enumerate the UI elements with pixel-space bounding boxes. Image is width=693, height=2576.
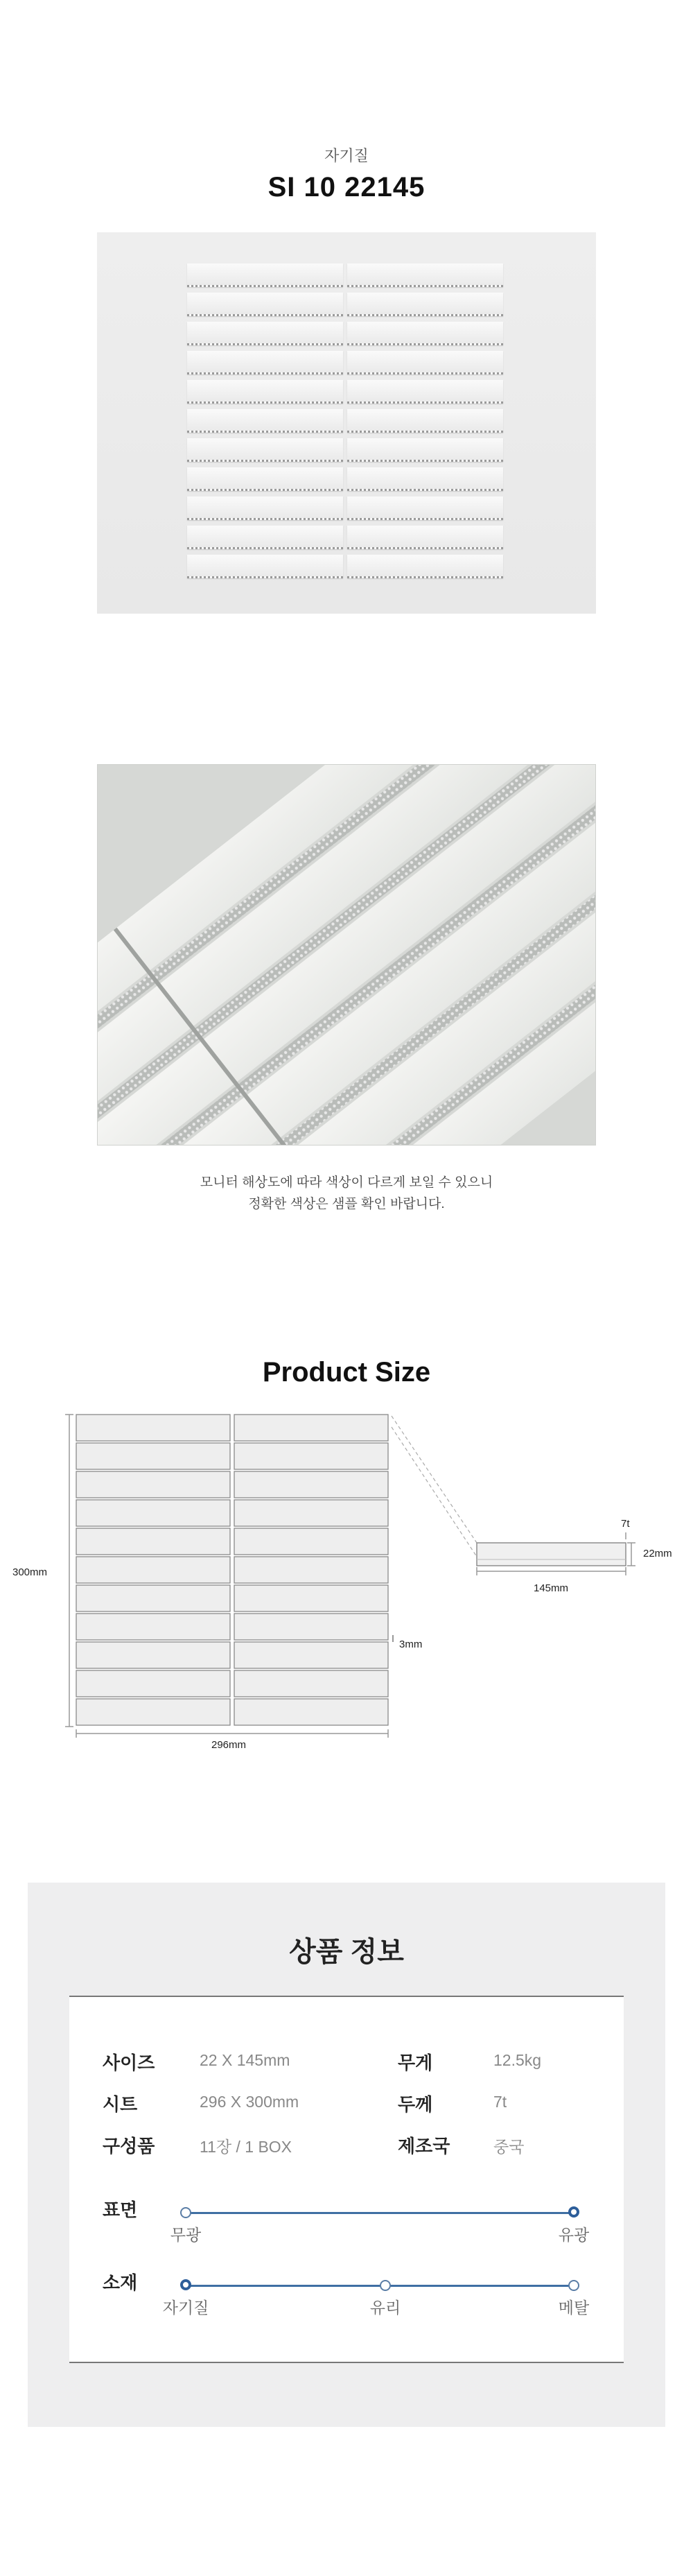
photo-tile-strip	[187, 496, 343, 520]
spec-label-contents: 구성품	[103, 2136, 155, 2156]
photo-tile-strip	[347, 380, 503, 404]
spec-value-size: 22 X 145mm	[200, 2051, 290, 2069]
gap-label: 3mm	[399, 1639, 423, 1650]
product-category: 자기질	[324, 147, 369, 164]
product-size-title: Product Size	[262, 1357, 431, 1388]
diagram-tile-strip	[76, 1670, 230, 1697]
diagram-tile-strip	[76, 1443, 230, 1469]
surface-option-matte-dot[interactable]	[180, 2207, 191, 2218]
surface-scale-line	[186, 2212, 574, 2214]
photo-tile-strip	[187, 438, 343, 462]
diagram-tile-strip	[76, 1471, 230, 1498]
diagram-tile-strip	[234, 1699, 388, 1725]
material-option-glass-dot[interactable]	[380, 2280, 391, 2291]
spec-label-weight: 무게	[398, 2052, 433, 2073]
photo-tile-strip	[187, 322, 343, 345]
diagram-tile-strip	[76, 1642, 230, 1668]
material-option-porcelain-dot[interactable]	[180, 2279, 191, 2290]
spec-label-origin: 제조국	[398, 2136, 450, 2156]
diagram-tile-strip	[234, 1642, 388, 1668]
diagram-tile-strip	[234, 1614, 388, 1640]
material-option-porcelain-label: 자기질	[162, 2299, 209, 2317]
diagram-tile-strip	[76, 1557, 230, 1583]
photo-tile-strip	[347, 496, 503, 520]
diagram-tile-strip	[234, 1500, 388, 1526]
diagram-tile-strip	[234, 1557, 388, 1583]
color-notice-line1: 모니터 해상도에 따라 색상이 다르게 보일 수 있으니	[200, 1175, 493, 1190]
tile-closeup-image	[97, 764, 596, 1146]
photo-tile-strip	[187, 351, 343, 374]
photo-tile-strip	[187, 380, 343, 404]
diagram-tile-strip	[76, 1585, 230, 1611]
photo-tile-strip	[187, 409, 343, 433]
tile-length-label: 145mm	[534, 1582, 569, 1594]
surface-label: 표면	[103, 2199, 138, 2220]
size-diagram-sheet	[76, 1415, 388, 1725]
diagram-tile-strip	[76, 1614, 230, 1640]
sheet-height-label: 300mm	[12, 1566, 48, 1578]
sheet-width-label: 296mm	[211, 1739, 247, 1751]
diagram-tile-strip	[234, 1528, 388, 1555]
diagram-tile-strip	[234, 1443, 388, 1469]
material-label: 소재	[103, 2272, 138, 2293]
diagram-tile-strip	[234, 1670, 388, 1697]
photo-tile-strip	[347, 322, 503, 345]
product-info-title: 상품 정보	[289, 1937, 404, 1967]
photo-tile-strip	[347, 263, 503, 287]
photo-tile-strip	[187, 526, 343, 549]
surface-option-gloss-dot[interactable]	[568, 2206, 579, 2218]
diagram-tile-strip	[76, 1528, 230, 1555]
diagram-tile-strip	[76, 1500, 230, 1526]
product-size-diagram	[0, 1401, 693, 1761]
tile-sheet-image	[187, 263, 507, 586]
material-option-metal-dot[interactable]	[568, 2280, 579, 2291]
photo-tile-strip	[347, 438, 503, 462]
product-title: SI 10 22145	[267, 172, 426, 202]
photo-tile-strip	[347, 351, 503, 374]
photo-tile-strip	[187, 263, 343, 287]
photo-tile-strip	[347, 467, 503, 491]
spec-value-sheet: 296 X 300mm	[200, 2093, 299, 2111]
photo-tile-strip	[347, 555, 503, 578]
spec-label-thickness: 두께	[398, 2094, 433, 2115]
photo-tile-strip	[347, 526, 503, 549]
photo-tile-strip	[347, 409, 503, 433]
surface-option-gloss-label: 유광	[558, 2226, 590, 2244]
spec-value-thickness: 7t	[493, 2093, 507, 2111]
diagram-tile-strip	[76, 1699, 230, 1725]
thickness-label: 7t	[621, 1518, 630, 1530]
spec-value-contents: 11장 / 1 BOX	[200, 2138, 292, 2156]
diagram-tile-strip	[234, 1471, 388, 1498]
photo-tile-strip	[347, 293, 503, 316]
color-notice-line2: 정확한 색상은 샘플 확인 바랍니다.	[248, 1197, 445, 1211]
tile-width-label: 22mm	[643, 1548, 672, 1559]
photo-tile-strip	[187, 467, 343, 491]
diagram-tile-strip	[234, 1585, 388, 1611]
photo-tile-strip	[187, 555, 343, 578]
spec-label-size: 사이즈	[103, 2052, 155, 2073]
material-option-glass-label: 유리	[369, 2299, 401, 2317]
photo-tile-strip	[187, 293, 343, 316]
spec-value-origin: 중국	[493, 2138, 525, 2156]
product-closeup-photo	[97, 764, 596, 1146]
product-sheet-photo	[97, 232, 596, 614]
surface-option-matte-label: 무광	[170, 2226, 202, 2244]
spec-value-weight: 12.5kg	[493, 2051, 542, 2069]
spec-label-sheet: 시트	[103, 2094, 138, 2115]
material-option-metal-label: 메탈	[558, 2299, 590, 2317]
diagram-tile-strip	[234, 1415, 388, 1441]
diagram-tile-strip	[76, 1415, 230, 1441]
